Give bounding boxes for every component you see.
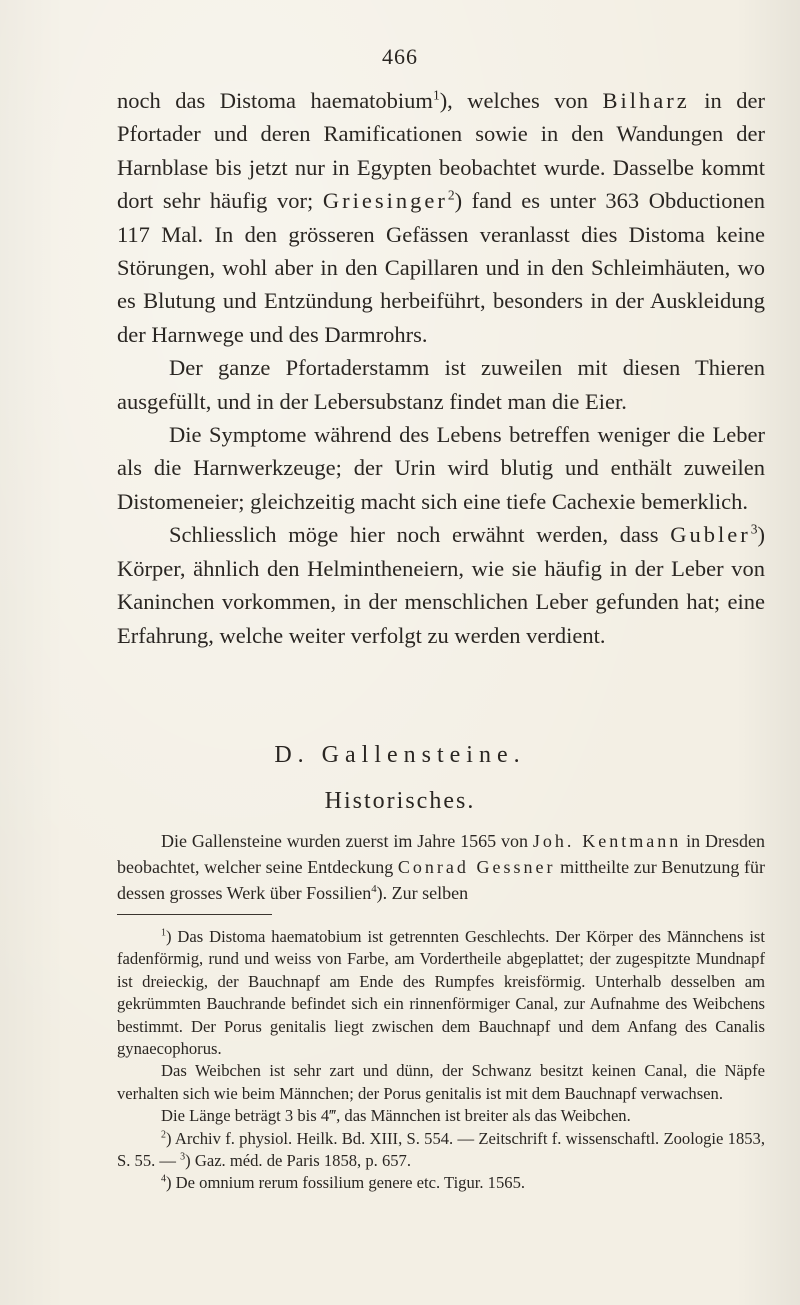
author-griesinger: Griesinger xyxy=(322,188,448,214)
footnote-ref-2: 2 xyxy=(447,187,455,203)
author-gubler: Gubler xyxy=(670,522,751,548)
paragraph-distoma xyxy=(117,84,765,351)
author-kentmann: Joh. Kentmann xyxy=(532,831,682,851)
footnote-text: Archiv f. physiol. Heilk. Bd. XIII, S. 554. — Zeitschrift f. wissenschaftl. Zoologie 1853, S. 55. — xyxy=(117,1128,765,1171)
text-run: noch das Distoma haematobium xyxy=(117,88,433,113)
text-run: mittheilte zur Benutzung für dessen grosses Werk über Fossilien xyxy=(117,857,765,903)
text-run: ), welches von xyxy=(439,88,603,113)
main-text xyxy=(117,84,765,652)
text-run: ) Körper, ähnlich den Helmintheneiern, wie sie häufig in der Leber von Kaninchen vorkommen, in der menschlichen Leber gefunden hat; eine Erfahrung, welche weiter verfolgt zu werden verdient. xyxy=(117,522,765,648)
paragraph-gubler xyxy=(117,518,765,652)
footnote-mark: 2 xyxy=(161,1129,166,1141)
footnote-mark: 4 xyxy=(161,1173,166,1185)
text-run: ). Zur selben xyxy=(376,883,469,903)
footnote-ref-4: 4 xyxy=(371,883,377,895)
footnote-ref-1: 1 xyxy=(432,87,440,103)
paragraph-symptome: Die Symptome während des Lebens betreffen weniger die Leber als die Harnwerkzeuge; der Urin wird blutig und enthält zuweilen Distomeneier; gleichzeitig macht sich eine tiefe Cachexie bemerklich. xyxy=(117,422,765,514)
page-number: 466 xyxy=(382,44,418,69)
footnote-2-3: $^2$) Archiv f. physiol. Heilk. Bd. XIII, S. 554. — Zeitschrift f. wissenschaftl. Zoologie 1853, S. 55. — $^3$) Gaz. méd. de Paris 1858, p. 657. xyxy=(117,1128,765,1171)
footnote-mark: 3 xyxy=(180,1151,186,1163)
text-run: in Dresden beobachtet, welcher seine Entdeckung xyxy=(117,831,765,877)
footnote-ref-3: 3 xyxy=(750,521,758,537)
author-bilharz: Bilharz xyxy=(602,88,690,113)
footnote-text: Gaz. méd. de Paris 1858, p. 657. xyxy=(194,1151,411,1171)
text-run: ) fand es unter 363 Obductionen 117 Mal. In den grösseren Gefässen veranlasst dies Distoma keine Störungen, wohl aber in den Capillaren und in den Schleimhäuten, wo es Blutung und Entzündung herbeiführt, besonders in der Auskleidung der Harnwege und des Darmrohrs. xyxy=(117,188,765,347)
footnote-1: $^1$) Das Distoma haematobium ist getrennten Geschlechts. Der Körper des Männchens ist fadenförmig, rund und weiss von Farbe, am Vordertheile abgeplattet; der zugespitzte Mundnapf ist dreieckig, der Bauchnapf am Ende des Rumpfes kreisförmig. Unterhalb desselben am gekrümmten Bauchrande befindet sich ein rinnenförmiger Canal, zur Aufnahme des Weibchens bestimmt. Der Porus genitalis liegt zwischen dem Bauchnapf und dem Anfang des Canalis gynaecophorus. xyxy=(117,927,765,1059)
author-gessner: Conrad Gessner xyxy=(397,857,556,877)
footnote-divider xyxy=(117,914,272,915)
section-subheading: Historisches. xyxy=(324,788,476,814)
footnote-text: De omnium rerum fossilium genere etc. Tigur. 1565. xyxy=(175,1173,526,1193)
paragraph-historisches xyxy=(117,828,765,906)
section-heading: D. Gallensteine. xyxy=(274,742,526,768)
historisches-text xyxy=(117,828,765,906)
text-run: in der Pfortader und deren Ramificationen sowie in den Wandungen der Harnblase bis jetzt nur in Egypten beobachtet wurde. Dasselbe kommt dort sehr häufig vor; xyxy=(117,88,765,214)
footnotes xyxy=(117,926,765,1195)
footnote-1-length: Die Länge beträgt 3 bis 4‴, das Männchen ist breiter als das Weibchen. xyxy=(161,1106,631,1126)
text-run: Schliesslich möge hier noch erwähnt werden, dass xyxy=(169,522,671,548)
footnote-4: $^4$) De omnium rerum fossilium genere etc. Tigur. 1565. xyxy=(161,1173,526,1193)
footnote-text: Das Distoma haematobium ist getrennten Geschlechts. Der Körper des Männchens ist fadenförmig, rund und weiss von Farbe, am Vordertheile abgeplattet; der zugespitzte Mundnapf ist dreieckig, der Bauchnapf am Ende des Rumpfes kreisförmig. Unterhalb desselben am gekrümmten Bauchrande befindet sich ein rinnenförmiger Canal, zur Aufnahme des Weibchens bestimmt. Der Porus genitalis liegt zwischen dem Bauchnapf und dem Anfang des Canalis gynaecophorus. xyxy=(117,927,765,1059)
footnote-1-continued: Das Weibchen ist sehr zart und dünn, der Schwanz besitzt keinen Canal, die Näpfe verhalten sich wie beim Männchen; der Porus genitalis ist mit dem Bauchnapf verwachsen. xyxy=(117,1061,765,1103)
footnote-mark: 1 xyxy=(161,927,166,939)
paragraph-pfortader: Der ganze Pfortaderstamm ist zuweilen mit diesen Thieren ausgefüllt, und in der Lebersubstanz findet man die Eier. xyxy=(117,355,765,414)
text-run: Die Gallensteine wurden zuerst im Jahre 1565 von xyxy=(161,831,533,851)
